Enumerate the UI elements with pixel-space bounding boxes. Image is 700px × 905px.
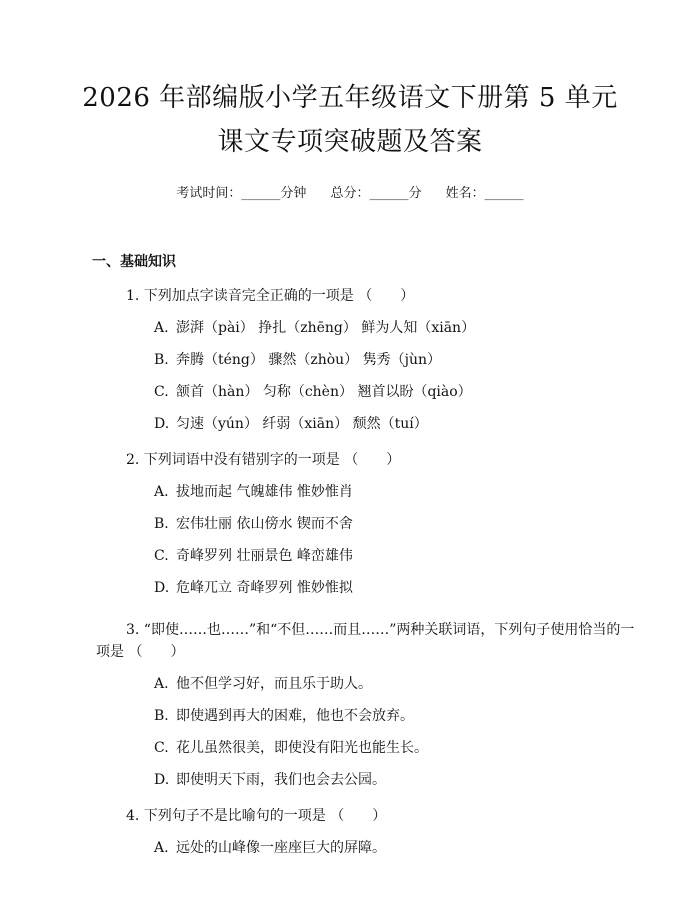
option-text: 颔首（hàn） 匀称（chèn） 翘首以盼（qiào） bbox=[176, 384, 472, 400]
q3-option-a bbox=[96, 673, 640, 695]
question-1: 1. 下列加点字读音完全正确的一项是 （ ） bbox=[126, 288, 415, 304]
option-letter: A. bbox=[154, 676, 169, 692]
option-text: 奇峰罗列 壮丽景色 峰峦雄伟 bbox=[176, 548, 353, 564]
q3-option-b bbox=[96, 705, 640, 727]
option-letter: C. bbox=[154, 548, 169, 564]
q2-option-b bbox=[96, 513, 640, 535]
option-letter: C. bbox=[154, 740, 169, 756]
page-title bbox=[60, 0, 640, 164]
q1-option-d bbox=[96, 413, 640, 435]
q1-option-c bbox=[96, 381, 640, 403]
option-text: 他不但学习好，而且乐于助人。 bbox=[176, 676, 372, 692]
option-letter: B. bbox=[154, 516, 169, 532]
option-text: 花儿虽然很美，即使没有阳光也能生长。 bbox=[176, 740, 428, 756]
option-letter: C. bbox=[154, 384, 169, 400]
option-letter: B. bbox=[154, 708, 169, 724]
title-line-1: 2026 年部编版小学五年级语文下册第 5 单元 bbox=[82, 83, 618, 113]
option-letter: B. bbox=[154, 352, 169, 368]
option-text: 匀速（yún） 纤弱（xiān） 颓然（tuí） bbox=[176, 416, 428, 432]
question-3: 3. “即使……也……”和“不但……而且……”两种关联词语，下列句子使用恰当的一项是 （ ） bbox=[96, 622, 635, 660]
option-text: 宏伟壮丽 依山傍水 锲而不舍 bbox=[176, 516, 353, 532]
option-text: 拔地而起 气魄雄伟 惟妙惟肖 bbox=[176, 484, 353, 500]
q2-option-c bbox=[96, 545, 640, 567]
exam-meta bbox=[60, 182, 640, 201]
question-4: 4. 下列句子不是比喻句的一项是 （ ） bbox=[126, 808, 387, 824]
option-text: 远处的山峰像一座座巨大的屏障。 bbox=[176, 840, 386, 856]
q4-option-a bbox=[96, 837, 640, 859]
option-text: 即使遇到再大的困难，他也不会放弃。 bbox=[176, 708, 414, 724]
q2-option-a bbox=[96, 481, 640, 503]
option-text: 危峰兀立 奇峰罗列 惟妙惟拟 bbox=[176, 580, 353, 596]
option-letter: A. bbox=[154, 840, 169, 856]
q1-option-b bbox=[96, 349, 640, 371]
q3-option-c bbox=[96, 737, 640, 759]
option-letter: D. bbox=[154, 772, 170, 788]
q1-option-a bbox=[96, 317, 640, 339]
q3-option-d bbox=[96, 769, 640, 791]
option-text: 奔腾（téng） 骤然（zhòu） 隽秀（jùn） bbox=[176, 352, 442, 368]
option-text: 即使明天下雨，我们也会去公园。 bbox=[176, 772, 386, 788]
option-letter: D. bbox=[154, 580, 170, 596]
q2-option-d bbox=[96, 577, 640, 599]
option-text: 澎湃（pài） 挣扎（zhēng） 鲜为人知（xiān） bbox=[176, 320, 476, 336]
option-letter: A. bbox=[154, 320, 169, 336]
exam-time: 考试时间：______分钟 bbox=[176, 186, 307, 201]
question-2: 2. 下列词语中没有错别字的一项是 （ ） bbox=[126, 452, 401, 468]
title-line-2: 课文专项突破题及答案 bbox=[217, 127, 483, 157]
exam-name: 姓名：______ bbox=[445, 186, 524, 201]
option-letter: D. bbox=[154, 416, 170, 432]
section-heading: 一、基础知识 bbox=[92, 254, 176, 270]
exam-score: 总分：______分 bbox=[330, 186, 422, 201]
option-letter: A. bbox=[154, 484, 169, 500]
